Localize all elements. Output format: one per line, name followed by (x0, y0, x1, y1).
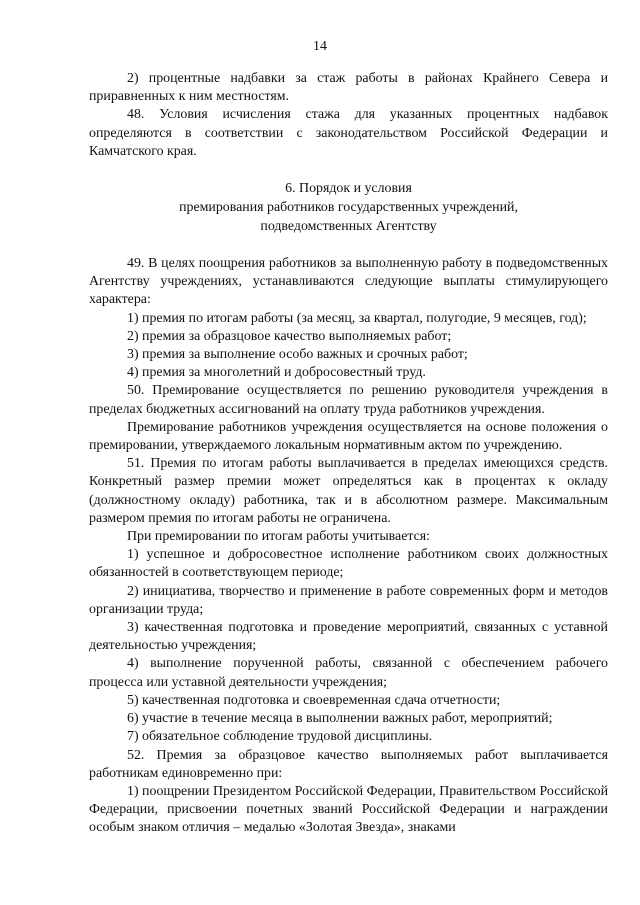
paragraph-50-continued: Премирование работников учреждения осуществляется на основе положения о премировании, утверждаемого локальным нормативным актом по учреждению. (89, 419, 608, 454)
paragraph-50: 50. Премирование осуществляется по решению руководителя учреждения в пределах бюджетных ассигнований на оплату труда работников учреждения. (89, 383, 608, 417)
list-item-51-3: 3) качественная подготовка и проведение мероприятий, связанных с уставной деятельностью учреждения; (89, 620, 608, 654)
paragraph-52: 52. Премия за образцовое качество выполняемых работ выплачивается работникам единовременно при: (89, 747, 608, 781)
section-heading-line-3: подведомственных Агентству (260, 219, 437, 235)
paragraph-48: 48. Условия исчисления стажа для указанных процентных надбавок определяются в соответствии с законодательством Российской Федерации и Камчатского края. (89, 107, 608, 159)
list-item-49-1: 1) премия по итогам работы (за месяц, за квартал, полугодие, 9 месяцев, год); (127, 310, 587, 326)
paragraph-51: 51. Премия по итогам работы выплачивается в пределах имеющихся средств. Конкретный размер премии может определяться как в процентах к окладу (должностному окладу) работника, так и в абсолютном размере. Максимальным размером премия по итогам работы не ограничена. (89, 456, 608, 526)
list-item-49-3: 3) премия за выполнение особо важных и срочных работ; (127, 347, 468, 363)
document-body (89, 70, 608, 838)
list-item-51-2: 2) инициатива, творчество и применение в работе современных форм и методов организации труда; (89, 583, 608, 617)
list-item-51-4: 4) выполнение порученной работы, связанной с обеспечением рабочего процесса или уставной деятельности учреждения; (89, 656, 608, 690)
section-heading (89, 179, 608, 236)
paragraph-item-2-allowances: 2) процентные надбавки за стаж работы в районах Крайнего Севера и приравненных к ним местностям. (89, 71, 608, 105)
list-item-49-4: 4) премия за многолетний и добросовестный труд. (127, 365, 426, 381)
list-item-51-7: 7) обязательное соблюдение трудовой дисциплины. (127, 729, 433, 745)
paragraph-49: 49. В целях поощрения работников за выполненную работу в подведомственных Агентству учреждениях, устанавливаются следующие выплаты стимулирующего характера: (89, 256, 608, 308)
page-number: 14 (313, 39, 327, 54)
list-item-51-5: 5) качественная подготовка и своевременная сдача отчетности; (127, 692, 501, 708)
paragraph-51-criteria-intro: При премировании по итогам работы учитывается: (127, 529, 431, 545)
list-item-51-1: 1) успешное и добросовестное исполнение работником своих должностных обязанностей в соответствующем периоде; (89, 547, 608, 581)
section-heading-line-2: премирования работников государственных учреждений, (179, 200, 518, 216)
list-item-51-6: 6) участие в течение месяца в выполнении важных работ, мероприятий; (127, 711, 553, 727)
list-item-52-1: 1) поощрении Президентом Российской Федерации, Правительством Российской Федерации, присвоении почетных званий Российской Федерации и награждении особым знаком отличия – медалью «Золотая Звезда», знаками (89, 783, 608, 836)
list-item-49-2: 2) премия за образцовое качество выполняемых работ; (127, 328, 452, 344)
section-heading-line-1: 6. Порядок и условия (285, 181, 412, 197)
